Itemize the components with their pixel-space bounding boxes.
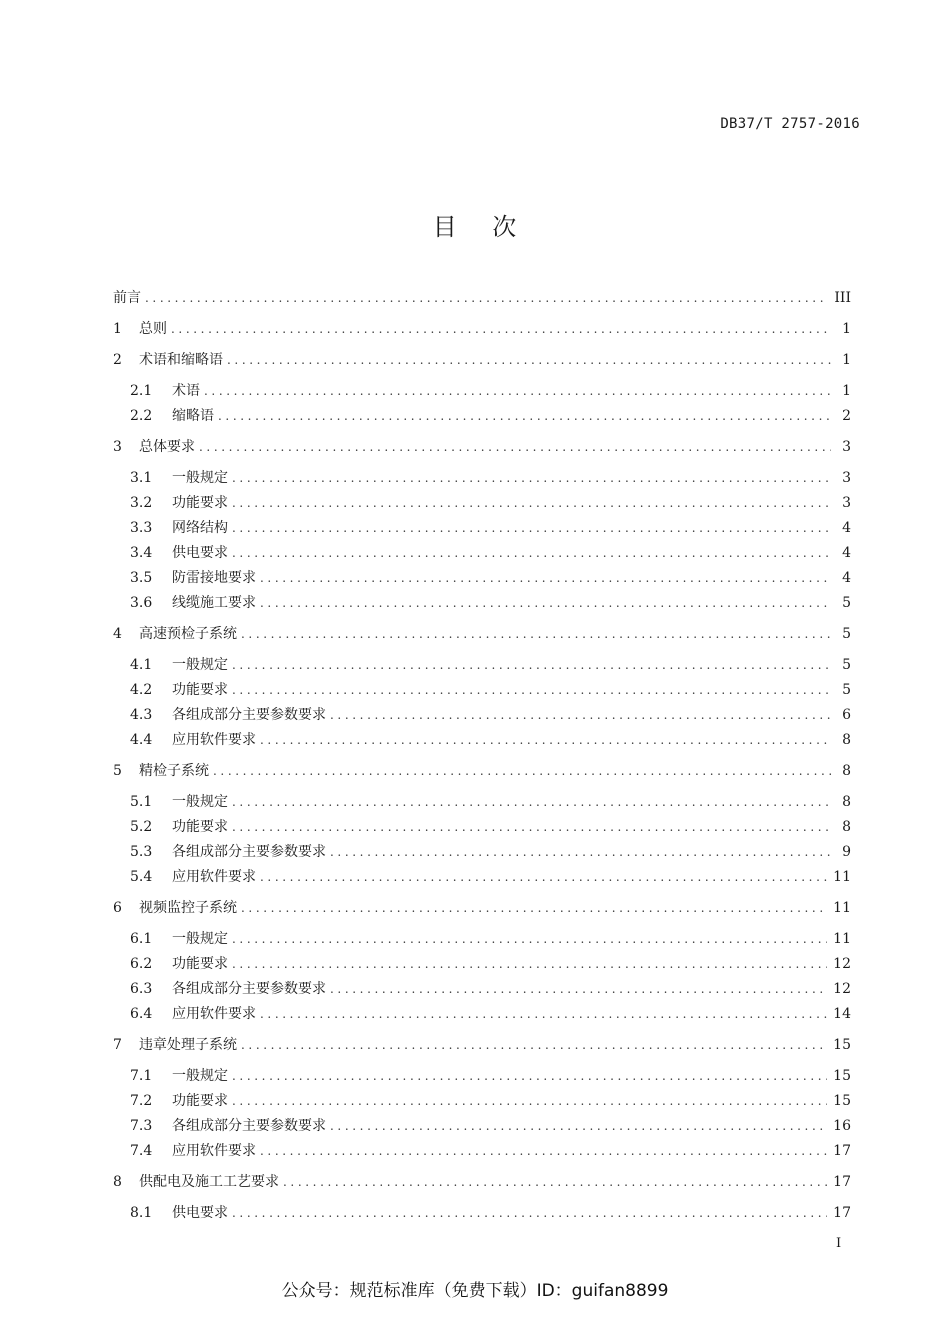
toc-dot-leader <box>260 567 831 589</box>
toc-entry-number: 4 <box>113 626 122 642</box>
toc-entry-page: 11 <box>833 869 851 885</box>
toc-entry-number: 5.4 <box>130 869 153 885</box>
toc-entry-title: 功能要求 <box>172 819 228 835</box>
toc-dot-leader <box>171 318 831 340</box>
toc-entry-title: 精检子系统 <box>139 763 209 779</box>
toc-entry-number: 3 <box>113 439 122 455</box>
toc-dot-leader <box>232 517 831 539</box>
toc-entry <box>130 866 851 888</box>
toc-entry <box>130 928 851 950</box>
toc-entry-number: 8.1 <box>130 1205 153 1221</box>
toc-entry-page: 1 <box>842 352 851 368</box>
toc-entry-page: 5 <box>842 595 851 611</box>
toc-entry-title: 一般规定 <box>172 657 228 673</box>
toc-dot-leader <box>260 592 831 614</box>
toc-entry-number: 6 <box>113 900 122 916</box>
toc-entry-title: 应用软件要求 <box>172 869 256 885</box>
toc-entry-number: 8 <box>113 1174 122 1190</box>
toc-entry-page: 11 <box>833 900 851 916</box>
toc-entry-title: 术语和缩略语 <box>139 352 223 368</box>
toc-entry-title: 违章处理子系统 <box>139 1037 237 1053</box>
toc-entry-page: 6 <box>842 707 851 723</box>
toc-entry-title: 一般规定 <box>172 794 228 810</box>
toc-entry-page: 3 <box>842 470 851 486</box>
toc-dot-leader <box>232 1090 827 1112</box>
toc-entry <box>113 760 851 782</box>
toc-entry-title: 缩略语 <box>172 408 214 424</box>
toc-entry <box>130 978 851 1000</box>
toc-entry-title: 术语 <box>172 383 200 399</box>
toc-dot-leader <box>232 467 831 489</box>
toc-entry <box>113 287 851 309</box>
toc-entry-title: 功能要求 <box>172 682 228 698</box>
toc-dot-leader <box>232 654 831 676</box>
toc-entry-number: 3.3 <box>130 520 153 536</box>
toc-entry <box>130 405 851 427</box>
toc-entry-number: 6.4 <box>130 1006 153 1022</box>
toc-entry <box>130 729 851 751</box>
toc-entry <box>130 467 851 489</box>
toc-dot-leader <box>330 978 827 1000</box>
toc-entry-page: 1 <box>842 383 851 399</box>
toc-entry-number: 3.2 <box>130 495 153 511</box>
toc-dot-leader <box>260 729 831 751</box>
toc-dot-leader <box>232 679 831 701</box>
toc-entry-page: 4 <box>842 545 851 561</box>
toc-entry-title: 总则 <box>139 321 167 337</box>
footer-watermark-text: 公众号：规范标准库（免费下载）ID：guifan8899 <box>281 1281 669 1301</box>
toc-entry-title: 防雷接地要求 <box>172 570 256 586</box>
toc-entry-number: 4.2 <box>130 682 153 698</box>
toc-entry-number: 2 <box>113 352 122 368</box>
toc-entry-number: 7.3 <box>130 1118 153 1134</box>
toc-entry-number: 1 <box>113 321 122 337</box>
toc-entry-number: 5.1 <box>130 794 153 810</box>
toc-entry-page: 8 <box>842 819 851 835</box>
toc-entry-title: 各组成部分主要参数要求 <box>172 1118 326 1134</box>
toc-entry-page: 5 <box>842 682 851 698</box>
toc-dot-leader <box>241 897 827 919</box>
toc-dot-leader <box>232 1202 827 1224</box>
toc-entry-title: 应用软件要求 <box>172 732 256 748</box>
toc-entry <box>130 1065 851 1087</box>
toc-entry-number: 7.1 <box>130 1068 153 1084</box>
toc-entry <box>130 1140 851 1162</box>
toc-entry-page: 5 <box>842 657 851 673</box>
document-code: DB37/T 2757-2016 <box>720 116 860 132</box>
toc-dot-leader <box>213 760 831 782</box>
toc-entry <box>130 953 851 975</box>
toc-entry-page: 12 <box>833 981 851 997</box>
toc-entry-number: 7.4 <box>130 1143 153 1159</box>
toc-dot-leader <box>232 791 831 813</box>
toc-entry-number: 6.2 <box>130 956 153 972</box>
toc-entry-number: 5.2 <box>130 819 153 835</box>
toc-entry-page: 9 <box>842 844 851 860</box>
toc-entry <box>130 679 851 701</box>
toc-dot-leader <box>204 380 831 402</box>
toc-dot-leader <box>199 436 831 458</box>
toc-entry-page: 17 <box>833 1205 851 1221</box>
toc-entry <box>130 1115 851 1137</box>
toc-entry-page: 4 <box>842 520 851 536</box>
toc-entry-number: 5.3 <box>130 844 153 860</box>
toc-entry-title: 各组成部分主要参数要求 <box>172 844 326 860</box>
toc-entry <box>113 623 851 645</box>
toc-entry-page: 11 <box>833 931 851 947</box>
toc-entry <box>113 349 851 371</box>
toc-entry-page: 5 <box>842 626 851 642</box>
toc-entry-number: 2.1 <box>130 383 153 399</box>
toc-entry-title: 一般规定 <box>172 931 228 947</box>
toc-entry-title: 供电要求 <box>172 545 228 561</box>
toc-entry-number: 6.1 <box>130 931 153 947</box>
toc-entry-title: 供电要求 <box>172 1205 228 1221</box>
toc-entry-title: 高速预检子系统 <box>139 626 237 642</box>
toc-entry-number: 7 <box>113 1037 122 1053</box>
toc-entry-page: 14 <box>833 1006 851 1022</box>
toc-entry <box>130 704 851 726</box>
toc-dot-leader <box>232 816 831 838</box>
toc-entry-page: 3 <box>842 495 851 511</box>
toc-entry-number: 3.6 <box>130 595 153 611</box>
toc-dot-leader <box>260 1140 827 1162</box>
toc-dot-leader <box>241 1034 827 1056</box>
toc-dot-leader <box>260 1003 827 1025</box>
toc-entry-page: 16 <box>833 1118 851 1134</box>
toc-dot-leader <box>227 349 831 371</box>
toc-entry-title: 各组成部分主要参数要求 <box>172 981 326 997</box>
toc-entry-title: 线缆施工要求 <box>172 595 256 611</box>
toc-entry-title: 一般规定 <box>172 1068 228 1084</box>
toc-entry-number: 6.3 <box>130 981 153 997</box>
toc-entry <box>130 841 851 863</box>
toc-dot-leader <box>218 405 831 427</box>
toc-entry <box>130 517 851 539</box>
toc-dot-leader <box>241 623 831 645</box>
toc-dot-leader <box>260 866 827 888</box>
toc-dot-leader <box>232 953 827 975</box>
toc-entry-title: 各组成部分主要参数要求 <box>172 707 326 723</box>
toc-entry-number: 4.1 <box>130 657 153 673</box>
toc-entry-title: 功能要求 <box>172 1093 228 1109</box>
toc-entry <box>113 318 851 340</box>
toc-entry <box>130 542 851 564</box>
toc-entry-page: 15 <box>833 1068 851 1084</box>
toc-dot-leader <box>283 1171 827 1193</box>
toc-entry <box>130 1090 851 1112</box>
toc-entry <box>130 791 851 813</box>
toc-entry-page: 15 <box>833 1037 851 1053</box>
toc-dot-leader <box>232 1065 827 1087</box>
toc-entry-title: 总体要求 <box>139 439 195 455</box>
toc-entry-page: 8 <box>842 794 851 810</box>
toc-entry-number: 4.4 <box>130 732 153 748</box>
toc-entry-title: 视频监控子系统 <box>139 900 237 916</box>
toc-entry-title: 网络结构 <box>172 520 228 536</box>
toc-entry <box>130 816 851 838</box>
page-number: I <box>836 1236 842 1251</box>
toc-entry <box>113 1171 851 1193</box>
toc-entry <box>130 1003 851 1025</box>
toc-dot-leader <box>232 928 827 950</box>
toc-entry <box>113 436 851 458</box>
toc-entry-title: 应用软件要求 <box>172 1006 256 1022</box>
toc-dot-leader <box>330 1115 827 1137</box>
toc-entry-page: 12 <box>833 956 851 972</box>
toc-dot-leader <box>232 542 831 564</box>
toc-entry-title: 应用软件要求 <box>172 1143 256 1159</box>
toc-entry-title: 一般规定 <box>172 470 228 486</box>
page-title: 目 次 <box>432 213 518 241</box>
toc-entry-page: 8 <box>842 732 851 748</box>
toc-dot-leader <box>145 287 828 309</box>
toc-entry-page: 1 <box>842 321 851 337</box>
toc-entry-title: 功能要求 <box>172 495 228 511</box>
toc-entry <box>113 897 851 919</box>
toc-entry-title: 供配电及施工工艺要求 <box>139 1174 279 1190</box>
toc-entry-page: 17 <box>833 1174 851 1190</box>
toc-dot-leader <box>330 704 831 726</box>
toc-entry <box>130 654 851 676</box>
toc-dot-leader <box>232 492 831 514</box>
toc-entry-title: 功能要求 <box>172 956 228 972</box>
toc-entry-page: 8 <box>842 763 851 779</box>
toc-entry <box>130 492 851 514</box>
toc-entry <box>130 567 851 589</box>
toc-entry-number: 3.5 <box>130 570 153 586</box>
toc-entry-page: 15 <box>833 1093 851 1109</box>
toc-entry-number: 3.1 <box>130 470 153 486</box>
toc-entry <box>130 1202 851 1224</box>
toc-entry-number: 3.4 <box>130 545 153 561</box>
toc-entry-page: III <box>834 290 851 306</box>
toc-dot-leader <box>330 841 831 863</box>
toc-entry-number: 2.2 <box>130 408 153 424</box>
toc-entry-number: 5 <box>113 763 122 779</box>
toc-entry <box>113 1034 851 1056</box>
toc-entry-page: 17 <box>833 1143 851 1159</box>
toc-entry-title: 前言 <box>113 290 141 306</box>
toc-entry-number: 4.3 <box>130 707 153 723</box>
toc-entry-page: 3 <box>842 439 851 455</box>
toc-entry-number: 7.2 <box>130 1093 153 1109</box>
toc-entry-page: 2 <box>842 408 851 424</box>
toc-entry <box>130 592 851 614</box>
toc-entry-page: 4 <box>842 570 851 586</box>
toc-entry <box>130 380 851 402</box>
